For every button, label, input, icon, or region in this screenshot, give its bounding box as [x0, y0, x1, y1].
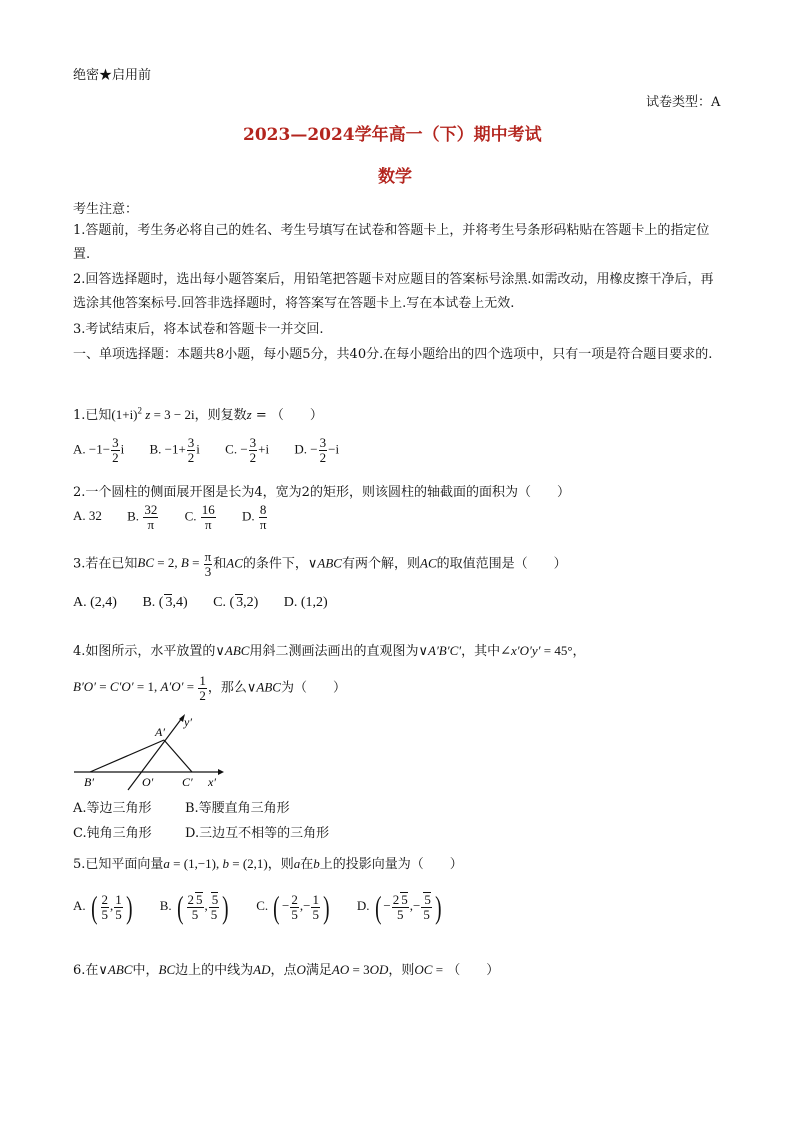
question-2: 2.一个圆柱的侧面展开图是长为4，宽为2的矩形，则该圆柱的轴截面的面积为（ ）: [73, 485, 570, 500]
question-5: 5.已知平面向量a = (1,−1), b = (2,1)，则a在b上的投影向量为（ ）: [73, 856, 463, 872]
q1-options: A. −1− $\frac{3}{2}$ i B. −1+ $\frac{3}{2}$ i C. − $\frac{3}{2}$ +i D. − $\frac{3}{2}$ −i: [73, 435, 340, 465]
svg-text:A′: A′: [155, 725, 165, 739]
question-1: 1.已知$(1+i)^2$ z = 3 − 2i，则复数z = （ ）: [73, 405, 323, 423]
svg-text:O′: O′: [142, 775, 154, 789]
question-4-line2: B′O′ = C′O′ = 1, A′O′ = $\frac{1}{2}$ ，那么∨ABC为（ ）: [73, 673, 346, 703]
q4-options-row1: A.等边三角形 B.等腰直角三角形: [73, 801, 290, 816]
question-6: 6.在∨ABC中，BC边上的中线为AD，点O满足AO = 3OD，则OC = （ ）: [73, 962, 500, 978]
q2-option-a: A. 32: [73, 508, 102, 524]
question-4: 4.如图所示，水平放置的∨ABC用斜二测画法画出的直观图为∨A′B′C′，其中∠x′O′y′ = 45°，: [73, 643, 586, 659]
question-3: 3.若在已知BC = 2, B = $\frac{\pi}{3}$ 和AC的条件下，∨ABC有两个解，则AC的取值范围是（ ）: [73, 549, 567, 579]
section-heading: 一、单项选择题：本题共8小题，每小题5分，共40分.在每小题给出的四个选项中，只有一项是符合题目要求的.: [73, 347, 713, 362]
paper-type: 试卷类型：A: [646, 95, 721, 110]
q4-options-row2: C.钝角三角形 D.三边互不相等的三角形: [73, 826, 330, 841]
q3-options: A. (2,4) B. ( 3,4) C. ( 3,2) D. (1,2): [73, 595, 328, 610]
oblique-diagram: [70, 710, 230, 795]
subject-title: 数学: [378, 167, 412, 187]
confidential-label: 绝密★启用前: [73, 68, 152, 83]
svg-text:x′: x′: [208, 775, 216, 789]
q2-options: A. 32 B. $\frac{32}{\pi}$ C. $\frac{16}{\pi}$ D. $\frac{8}{\pi}$: [73, 502, 267, 532]
exam-title: 2023—2024学年高一（下）期中考试: [243, 125, 542, 145]
svg-text:C′: C′: [182, 775, 193, 789]
notice-item-2: 2.回答选择题时，选出每小题答案后，用铅笔把答题卡对应题目的答案标号涂黑.如需改动，用橡皮擦干净后，再选涂其他答案标号.回答非选择题时，将答案写在答题卡上.写在本试卷上无效.: [73, 272, 714, 311]
notice-item-3: 3.考试结束后，将本试卷和答题卡一并交回.: [73, 322, 324, 337]
notice-item-1: 1.答题前，考生务必将自己的姓名、考生号填写在试卷和答题卡上，并将考生号条形码粘贴在答题卡上的指定位置.: [73, 223, 710, 262]
q5-options: A. ( $\frac{2}{5}$ , $\frac{1}{5}$ ) B. ( $\frac{2 5}{5}$ , $\frac{5}{5}$ ) C. ( − $\frac{2}{5}$ ,− $\frac{1}{5}$ ) D. ( − $\frac{2 5}{5}$ ,− $\frac{5}{5}$ ): [73, 889, 442, 925]
svg-text:y′: y′: [184, 715, 192, 729]
svg-text:B′: B′: [84, 775, 94, 789]
notice-heading: 考生注意：: [73, 202, 139, 217]
